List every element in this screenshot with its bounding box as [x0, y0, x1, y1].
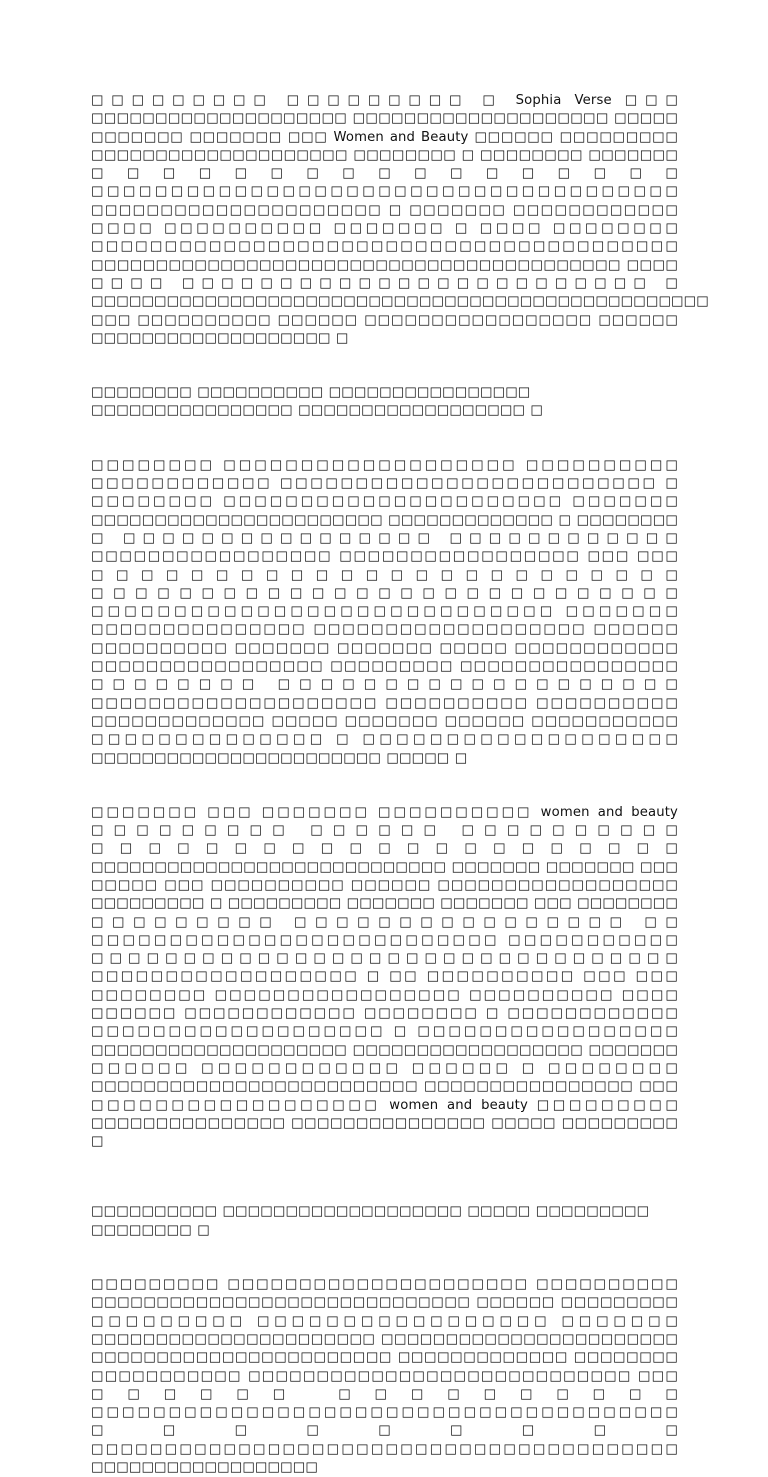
- paragraph-spacer: [91, 348, 678, 384]
- paragraph-spacer: [91, 1240, 678, 1276]
- paragraph-3: □□□□□□□□ □□□□□□□□□□□□□□□□□□□ □□□□□□□□□□ □□□□□□□□□□□□ □□□□□□□□□□□□□□□□□□□□□□□□□ □ □□□□□□□□ □□□□□□□□□□□□□□□□□□□□□□ □□□□□□□ □□□□□□□□□□□□□□□□□□□□□□□ □□□□□□□□□□□□□ □ □□□□□□□□ □ □□□□□□□□□□□□□□□□ □□□□□□□□□□□□ □□□□□□□□□□□□□□□□□ □□□□□□□□□□□□□□□□□ □□□ □□□ □□□□□□□□□□□□□□□□□□□□□□□□ □□□□□□□□□□□□□□□□□□□□□□□□□□□ □□□□□□□□□□□□□□□□□□□□□□□□□□□□ □□□□□□□ □□□□□□□□□□□□□□□ □□□□□□□□□□□□□□□□□□□ □□□□□□ □□□□□□□□□□ □□□□□□□ □□□□□□□ □□□□□ □□□□□□□□□□□□ □□□□□□□□□□□□□□□□□ □□□□□□□□□ □□□□□□□□□□□□□□□□ □□□□□□□□ □□□□□□□□□□□□□□□□□□□ □□□□□□□□□□□□□□□□□□□□ □□□□□□□□□□ □□□□□□□□□□ □□□□□□□□□□□□□ □□□□□ □□□□□□□ □□□□□□ □□□□□□□□□□□ □□□□□□□□□□□□□□ □ □□□□□□□□□□□□□□□□□□□ □□□□□□□□□□□□□□□□□□□□□□□ □□□□□ □: [91, 457, 678, 766]
- paragraph-spacer: [91, 421, 678, 457]
- paragraph-6: □□□□□□□□□ □□□□□□□□□□□□□□□□□□□□□ □□□□□□□□□□ □□□□□□□□□□□□□□□□□□□□□□□□□□□□□ □□□□□□ □□□□□□□□□ □□□□□□□□□ □□□□□□□□□□□□□□□□□ □□□□□□□ □□□□□□□□□□□□□□□□□□□□□□ □□□□□□□□□□□□□□□□□□□□□□□ □□□□□□□□□□□□□□□□□□□□□□□ □□□□□□□□□□□□□ □□□□□□□□ □□□□□□□□□□□ □□□□□□□□□□□□□□□□□□□□□□□□□□□□ □□□ □□□□□□ □□□□□□□□□□ □□□□□□□□□□□□□□□□□□□□□□□□□□□□□□□□□□□□□□ □□□□□□□□□ □□□□□□□□□□□□□□□□□□□□□□□□□□□□□□□□□□□□□□□□ □□□□□□□□□□□□□□□□□□: [91, 1277, 678, 1475]
- paragraph-spacer: [91, 1151, 678, 1203]
- paragraph-4: □□□□□□□ □□□ □□□□□□□ □□□□□□□□□□ women and beauty □□□□□□□□□ □□□□□□ □□□□□□□□□□ □□□□□□□□□□□□□□□□□□□□□ □□□□□□□□□□□□□□□□□□□□□□□□□□□□ □□□□□□□ □□□□□□□ □□□ □□□□□ □□□ □□□□□□□□□□ □□□□□□ □□□□□□□□□□□□□□□□□□ □□□□□□□□□ □ □□□□□□□□□ □□□□□□□ □□□□□□□ □□□ □□□□□□□□ □□□□□□□□□ □□□□□□□□□□□□□□□□ □□ □□□□□□□□□□□□□□□□□□□□□□□□□□ □□□□□□□□□□□ □□□□□□□□□□□□□□□□□□□□□□□□□□□□□□□□ □□□□□□□□□□□□□□□□□□ □ □□ □□□□□□□□□□ □□□ □□□ □□□□□□□□ □□□□□□□□□□□□□□□□□ □□□□□□□□□□ □□□□ □□□□□□ □□□□□□□□□□□□ □□□□□□□□ □ □□□□□□□□□□□□ □□□□□□□□□□□□□□□□□□□ □ □□□□□□□□□□□□□□□□□ □□□□□□□□□□□□□□□□□□□□ □□□□□□□□□□□□□□□□□□ □□□□□□□ □□□□□□ □□□□□□□□□□□□ □□□□□□ □ □□□□□□□□ □□□□□□□□□□□□□□□□□□□□□□□□□ □□□□□□□□□□□□□□□□ □□□ □□□□□□□□□□□□□□□□□□ women and beauty □□□□□□□□□ □□□□□□□□□□□□□□□ □□□□□□□□□□□□□□□ □□□□□ □□□□□□□□□ □: [91, 804, 678, 1150]
- paragraph-2: □□□□□□□□ □□□□□□□□□□ □□□□□□□□□□□□□□□□ □□□□□□□□□□□□□□□□ □□□□□□□□□□□□□□□□□□ □: [91, 385, 544, 419]
- paragraph-5: □□□□□□□□□□ □□□□□□□□□□□□□□□□□□□ □□□□□ □□□□□□□□□ □□□□□□□□ □: [91, 1204, 650, 1238]
- paragraph-1: □□□□□□□□□ □□□□□□□□□ □ Sophia Verse □□□ □□□□□□□□□□□□□□□□□□□□ □□□□□□□□□□□□□□□□□□□□ □□□□□ □□□□□□□ □□□□□□□ □□□ Women and Beauty □□□□□□ □□□□□□□□□ □□□□□□□□□□□□□□□□□□□□ □□□□□□□□ □ □□□□□□□□ □□□□□□□ □□□□□□□□□□□□□□□□□ □□□□□□□□□□□□□□□□□□□□□□□□□□□□□□□□□□□□□ □□□□□□□□□□□□□□□□□□□□□ □ □□□□□□□ □□□□□□□□□□□□ □□□□ □□□□□□□□□□ □□□□□□□ □ □□□□ □□□□□□□□ □□□□□□□□□□□□□□□□□□□□□□□□□□□□□□□□□□□□□□□□ □□□□□□□□□□□□□□□□□□□□□□□□□□□□□□□□□□□□□□□□□ □□□□ □□□□ □□□□□□□□□□□□□□□□□□□□□□□□ □ □□□□□□□□□□□□□□□□□□□□□□□□□□□□□□□□□□□□□□□□□□□□□□□□□ □□□ □□□□□□□□□□ □□□□□□ □□□□□□□□□□□□□□□□□ □□□□□□ □□□□□□□□□□□□□□□□□□□ □: [91, 93, 709, 346]
- paragraph-spacer: [91, 768, 678, 804]
